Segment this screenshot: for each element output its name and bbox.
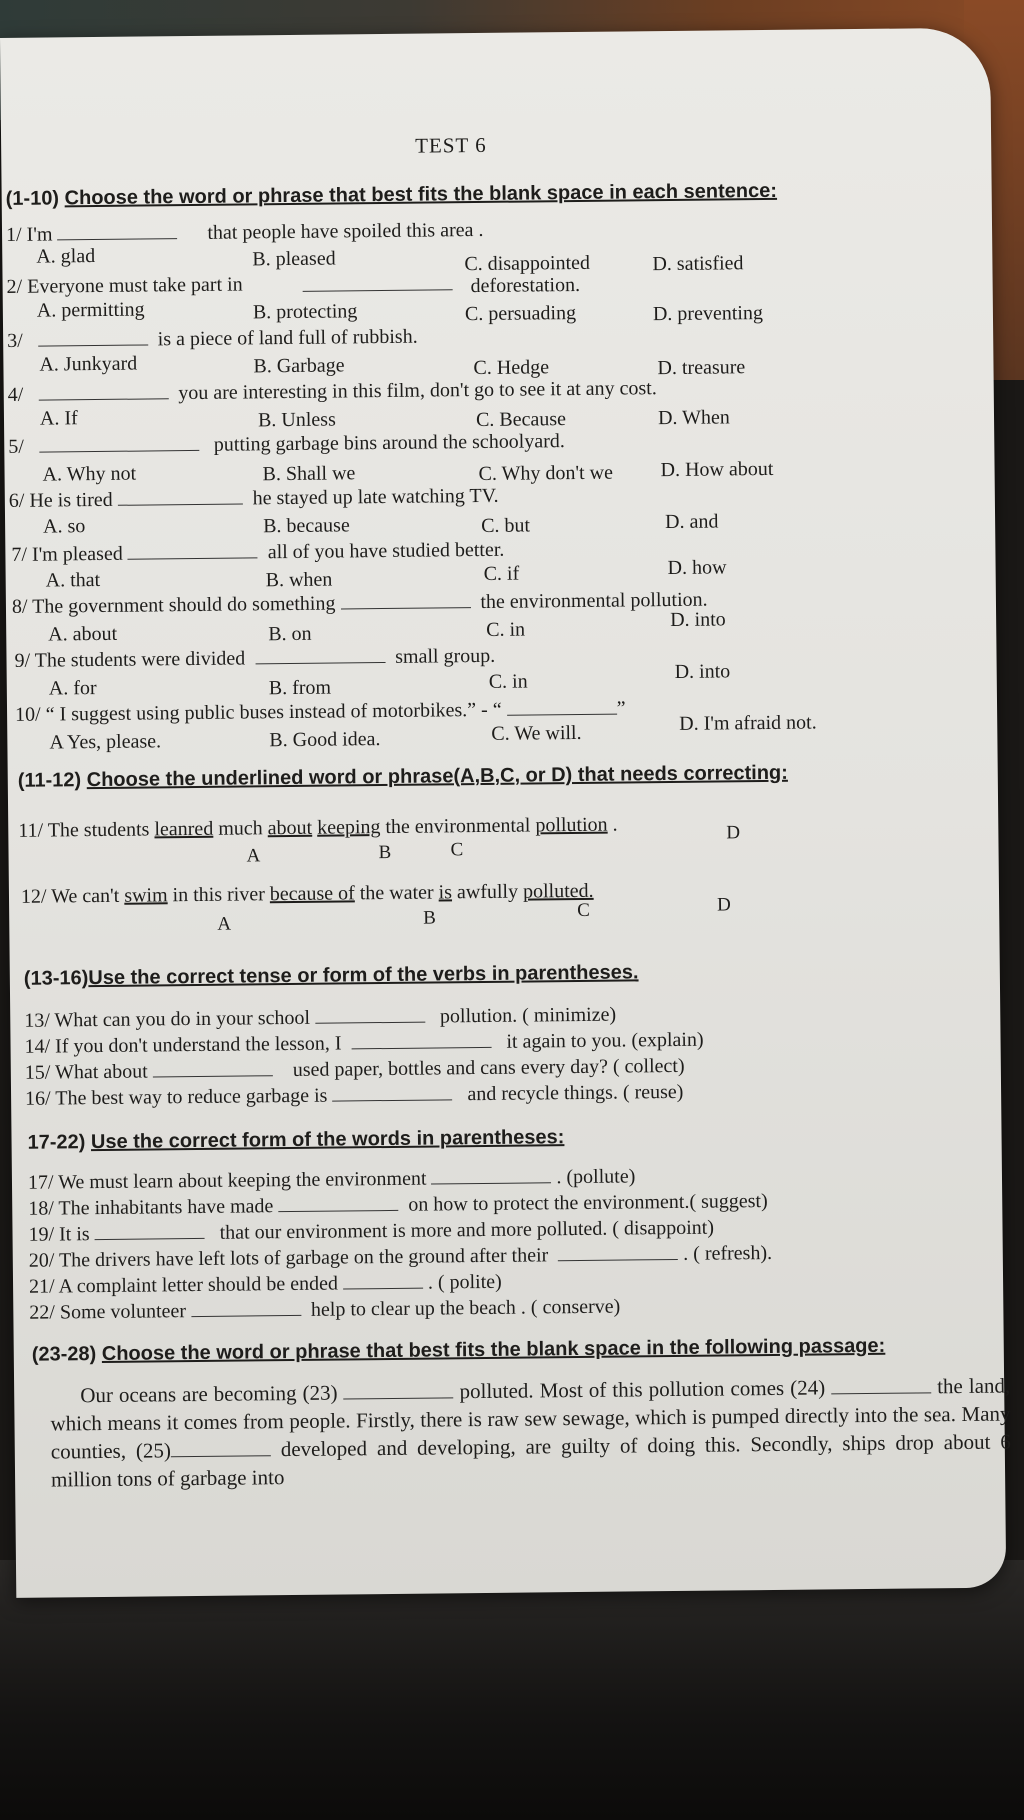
q1-option-a[interactable]: A. glad: [36, 245, 96, 268]
q12-letter-d[interactable]: D: [717, 894, 731, 916]
question-8: 8/ The government should do something the environmental pollution.: [11, 588, 708, 618]
q12-letter-c[interactable]: C: [577, 899, 590, 922]
q9-option-b[interactable]: B. from: [268, 676, 332, 700]
q11-letter-a[interactable]: A: [246, 845, 261, 867]
q4-option-a[interactable]: A. If: [39, 407, 78, 430]
section-header-5: (23-28) Choose the word or phrase that best fits the blank space in the following passage:: [31, 1334, 886, 1366]
question-4: 4/ you are interesting in this film, don't go to see it at any cost.: [7, 377, 657, 406]
q2-option-a[interactable]: A. permitting: [36, 298, 145, 322]
q11-letter-b[interactable]: B: [378, 841, 392, 864]
q8-option-b[interactable]: B. on: [268, 622, 312, 646]
q6-option-c[interactable]: C. but: [481, 514, 531, 537]
question-17: 17/ We must learn about keeping the environment . (pollute): [27, 1165, 636, 1194]
q1-option-b[interactable]: B. pleased: [252, 247, 336, 271]
question-11: 11/ The students leanred much about keeping the environmental pollution .: [18, 813, 618, 842]
question-19: 19/ It is that our environment is more and more polluted. ( disappoint): [28, 1216, 715, 1246]
q2-option-c[interactable]: C. persuading: [464, 301, 577, 326]
background-table-bottom: [0, 1560, 1024, 1820]
q7-option-d[interactable]: D. how: [667, 556, 727, 580]
page-title: TEST 6: [415, 132, 487, 158]
q1-option-d[interactable]: D. satisfied: [652, 252, 744, 276]
question-12: 12/ We can't swim in this river because of the water is awfully polluted.: [20, 879, 594, 908]
q5-option-c[interactable]: C. Why don't we: [478, 461, 614, 486]
q2-option-d[interactable]: D. preventing: [652, 302, 764, 326]
q11-letter-d[interactable]: D: [726, 822, 741, 844]
q3-option-b[interactable]: B. Garbage: [253, 354, 345, 378]
section-header-4: 17-22) Use the correct form of the words in parentheses:: [27, 1126, 565, 1154]
q6-option-d[interactable]: D. and: [664, 510, 719, 534]
q10-option-a[interactable]: A Yes, please.: [49, 730, 162, 754]
q3-option-c[interactable]: C. Hedge: [473, 356, 550, 380]
question-14: 14/ If you don't understand the lesson, I it again to you. (explain): [24, 1028, 704, 1058]
q8-option-a[interactable]: A. about: [48, 622, 118, 646]
q4-option-c[interactable]: C. Because: [475, 408, 567, 432]
question-5: 5/ putting garbage bins around the schoolyard.: [8, 430, 565, 458]
q2-rest: deforestation.: [470, 273, 581, 298]
q4-option-b[interactable]: B. Unless: [257, 408, 336, 432]
question-20: 20/ The drivers have left lots of garbage on the ground after their . ( refresh).: [28, 1241, 773, 1272]
q1-option-c[interactable]: C. disappointed: [464, 251, 591, 276]
q5-option-b[interactable]: B. Shall we: [262, 462, 356, 486]
section-header-2: (11-12) Choose the underlined word or phrase(A,B,C, or D) that needs correcting:: [17, 761, 788, 792]
q10-option-c[interactable]: C. We will.: [491, 721, 582, 745]
question-22: 22/ Some volunteer help to clear up the beach . ( conserve): [29, 1295, 621, 1324]
q6-option-a[interactable]: A. so: [43, 515, 86, 538]
question-21: 21/ A complaint letter should be ended . ( polite): [28, 1270, 502, 1298]
q12-letter-b[interactable]: B: [423, 907, 437, 929]
q9-option-a[interactable]: A. for: [48, 677, 97, 700]
question-6: 6/ He is tired he stayed up late watching TV.: [8, 484, 499, 512]
q8-option-c[interactable]: C. in: [486, 618, 526, 641]
q6-option-b[interactable]: B. because: [263, 514, 350, 538]
q12-letter-a[interactable]: A: [217, 913, 232, 935]
question-2: 2/ Everyone must take part in: [6, 273, 243, 298]
q7-option-b[interactable]: B. when: [265, 568, 333, 592]
question-7: 7/ I'm pleased all of you have studied better.: [11, 538, 505, 566]
q7-option-c[interactable]: C. if: [483, 562, 520, 585]
q4-option-d[interactable]: D. When: [657, 406, 730, 430]
question-3: 3/ is a piece of land full of rubbish.: [7, 325, 418, 352]
question-16: 16/ The best way to reduce garbage is and recycle things. ( reuse): [24, 1080, 684, 1110]
q5-option-d[interactable]: D. How about: [660, 457, 774, 482]
question-18: 18/ The inhabitants have made on how to protect the environment.( suggest): [28, 1190, 768, 1220]
q5-option-a[interactable]: A. Why not: [42, 462, 137, 486]
question-10: 10/ “ I suggest using public buses instead of motorbikes.” - “ ”: [14, 697, 626, 726]
q3-option-d[interactable]: D. treasure: [657, 356, 746, 380]
question-13: 13/ What can you do in your school pollution. ( minimize): [24, 1003, 617, 1032]
question-1: 1/ I'm that people have spoiled this area .: [5, 218, 484, 246]
q8-option-d[interactable]: D. into: [670, 608, 726, 632]
q11-letter-c[interactable]: C: [450, 839, 464, 861]
q2-blank: [302, 273, 452, 298]
q9-option-d[interactable]: D. into: [674, 660, 731, 683]
q7-option-a[interactable]: A. that: [45, 568, 101, 592]
test-sheet: [0, 28, 1011, 1598]
q10-option-d[interactable]: D. I'm afraid not.: [679, 711, 817, 735]
question-15: 15/ What about used paper, bottles and cans every day? ( collect): [24, 1054, 685, 1084]
q3-option-a[interactable]: A. Junkyard: [39, 352, 138, 376]
question-9: 9/ The students were divided small group.: [14, 644, 496, 672]
section-header-1: (1-10) Choose the word or phrase that best fits the blank space in each sentence:: [5, 179, 778, 210]
q2-option-b[interactable]: B. protecting: [252, 300, 358, 324]
q10-option-b[interactable]: B. Good idea.: [269, 728, 381, 752]
q9-option-c[interactable]: C. in: [488, 670, 528, 693]
passage-text: Our oceans are becoming (23) polluted. Most of this pollution comes (24) the land, which means it comes from people. Firstly, there is raw sew sewage, which is pumped directly into the sea. Many counties, (25) developed and developing, are guilty of doing this. Secondly, ships drop about 6 million tons of garbage into: [50, 1373, 1011, 1492]
section-header-3: (13-16)Use the correct tense or form of the verbs in parentheses.: [23, 961, 639, 990]
